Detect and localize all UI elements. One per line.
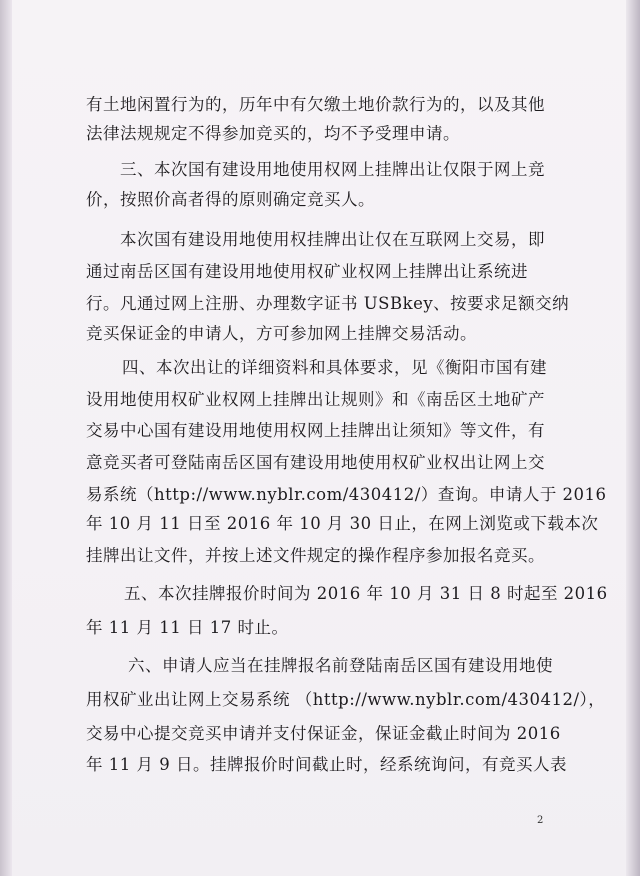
text-line: 行。凡通过网上注册、办理数字证书 USBkey、按要求足额交纳 <box>86 294 570 313</box>
text-line: 年 11 月 11 日 17 时止。 <box>86 618 289 637</box>
text-line: 法律法规规定不得参加竞买的，均不予受理申请。 <box>86 124 460 143</box>
text-line: 易系统（http://www.nyblr.com/430412/）查询。申请人于 2016 <box>86 485 607 504</box>
text-line: 意竞买者可登陆南岳区国有建设用地使用权矿业权出让网上交 <box>86 453 545 472</box>
text-line: 年 11 月 9 日。挂牌报价时间截止时，经系统询问，有竞买人表 <box>86 755 567 774</box>
text-line: 价，按照价高者得的原则确定竞买人。 <box>86 190 375 209</box>
text-line: 挂牌出让文件，并按上述文件规定的操作程序参加报名竞买。 <box>86 546 545 565</box>
text-line: 五、本次挂牌报价时间为 2016 年 10 月 31 日 8 时起至 2016 <box>124 584 608 603</box>
text-line: 用权矿业出让网上交易系统 （http://www.nyblr.com/430412/）， <box>86 690 606 709</box>
text-line: 有土地闲置行为的，历年中有欠缴土地价款行为的，以及其他 <box>86 95 545 114</box>
page-number: 2 <box>537 815 544 826</box>
page-right-edge <box>626 0 640 876</box>
text-line: 四、本次出让的详细资料和具体要求，见《衡阳市国有建 <box>122 358 547 377</box>
text-line: 交易中心国有建设用地使用权网上挂牌出让须知》等文件，有 <box>86 421 545 440</box>
text-line: 本次国有建设用地使用权挂牌出让仅在互联网上交易，即 <box>120 230 545 249</box>
text-line: 六、申请人应当在挂牌报名前登陆南岳区国有建设用地使 <box>128 656 553 675</box>
page-left-edge <box>0 0 12 876</box>
text-line: 竞买保证金的申请人，方可参加网上挂牌交易活动。 <box>86 324 477 343</box>
text-line: 三、本次国有建设用地使用权网上挂牌出让仅限于网上竞 <box>120 160 545 179</box>
text-line: 交易中心提交竞买申请并支付保证金，保证金截止时间为 2016 <box>86 724 561 743</box>
text-line: 通过南岳区国有建设用地使用权矿业权网上挂牌出让系统进 <box>86 262 528 281</box>
text-line: 设用地使用权矿业权网上挂牌出让规则》和《南岳区土地矿产 <box>86 390 545 409</box>
text-line: 年 10 月 11 日至 2016 年 10 月 30 日止，在网上浏览或下载本次 <box>86 514 599 533</box>
